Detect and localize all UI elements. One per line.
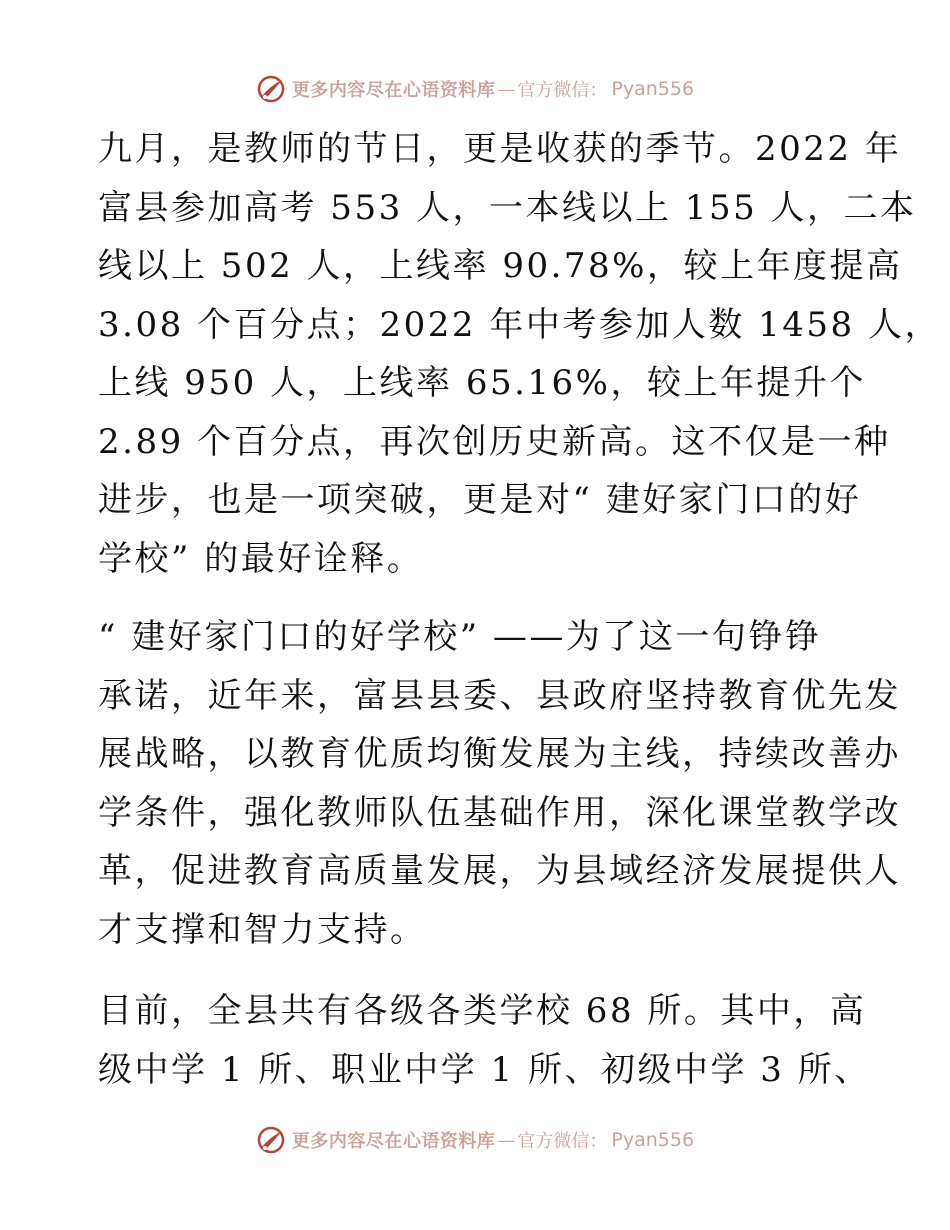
quill-circle-logo-icon bbox=[256, 1125, 286, 1155]
text-line: 上线 950 人，上线率 65.16%，较上年提升个 bbox=[98, 363, 866, 403]
paragraph-1 bbox=[98, 120, 941, 588]
watermark-wechat-id: Pyan556 bbox=[611, 1129, 695, 1151]
paragraph-2 bbox=[98, 608, 901, 959]
watermark-separator: — bbox=[497, 1129, 516, 1151]
watermark-wechat-id: Pyan556 bbox=[611, 78, 695, 100]
document-body bbox=[98, 120, 941, 1099]
text-line: 3.08 个百分点；2022 年中考参加人数 1458 人， bbox=[98, 304, 941, 345]
text-line: 学校” 的最好诠释。 bbox=[98, 538, 424, 579]
watermark-wechat-label: 官方微信： bbox=[517, 1131, 608, 1152]
text-line: 富县参加高考 553 人，一本线以上 155 人，二本 bbox=[98, 187, 917, 228]
watermark-text: 更多内容尽在心语资料库 bbox=[291, 1131, 496, 1152]
text-line: 才支撑和智力支持。 bbox=[98, 909, 427, 950]
text-line: 进步，也是一项突破，更是对“ 建好家门口的好 bbox=[98, 480, 862, 520]
text-line: 展战略，以教育优质均衡发展为主线，持续改善办 bbox=[98, 734, 901, 774]
text-line: 目前，全县共有各级各类学校 68 所。其中，高 bbox=[98, 991, 867, 1031]
quill-circle-logo-icon bbox=[256, 74, 286, 104]
watermark-separator: — bbox=[497, 78, 516, 100]
text-line: 线以上 502 人，上线率 90.78%，较上年度提高 bbox=[98, 246, 903, 286]
text-line: 革，促进教育高质量发展，为县域经济发展提供人 bbox=[98, 851, 901, 891]
paragraph-3 bbox=[98, 982, 871, 1099]
watermark-wechat-label: 官方微信： bbox=[517, 80, 608, 101]
text-line: 九月，是教师的节日，更是收获的季节。2022 年 bbox=[98, 129, 902, 169]
text-line: 2.89 个百分点，再次创历史新高。这不仅是一种 bbox=[98, 421, 891, 462]
text-line: 级中学 1 所、职业中学 1 所、初级中学 3 所、 bbox=[98, 1049, 871, 1090]
text-line: “ 建好家门口的好学校” ——为了这一句铮铮 bbox=[98, 617, 822, 657]
text-line: 学条件，强化教师队伍基础作用，深化课堂教学改 bbox=[98, 792, 901, 833]
header-watermark bbox=[0, 71, 950, 107]
watermark-text: 更多内容尽在心语资料库 bbox=[291, 80, 496, 101]
text-line: 承诺，近年来，富县县委、县政府坚持教育优先发 bbox=[98, 675, 901, 716]
footer-watermark bbox=[0, 1122, 950, 1158]
